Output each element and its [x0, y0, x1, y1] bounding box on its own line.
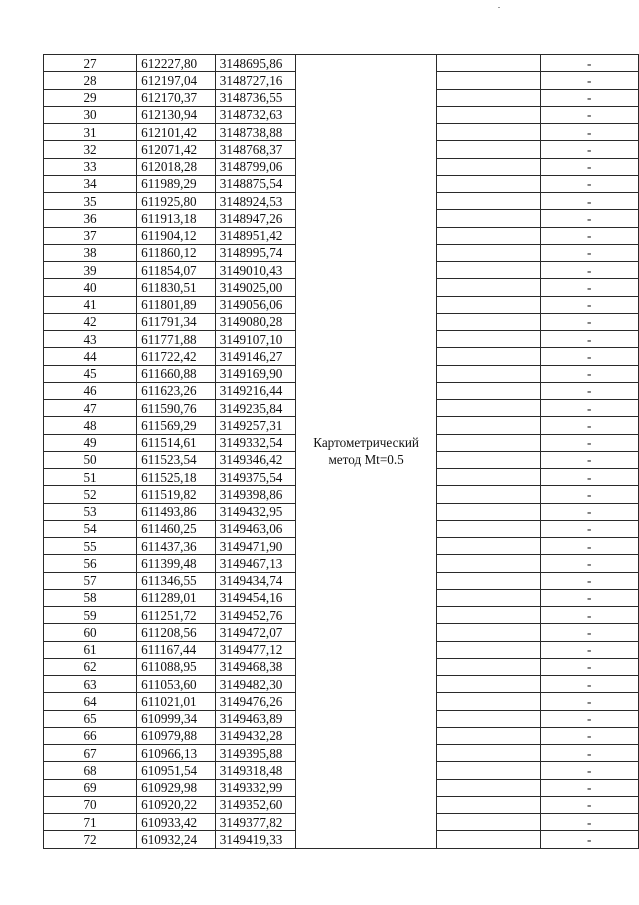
error-value-cell: -: [540, 210, 638, 227]
coordinates-table: [43, 54, 639, 849]
empty-cell: [436, 745, 540, 762]
coordinate-x-cell: 611525,18: [137, 469, 216, 486]
point-number-cell: 53: [44, 503, 137, 520]
coordinate-x-cell: 611989,29: [137, 175, 216, 192]
coordinate-y-cell: 3149056,06: [215, 296, 296, 313]
empty-cell: [436, 503, 540, 520]
empty-cell: [436, 72, 540, 89]
error-value-cell: -: [540, 555, 638, 572]
error-value-cell: -: [540, 175, 638, 192]
coordinate-y-cell: 3149375,54: [215, 469, 296, 486]
coordinate-y-cell: 3148736,55: [215, 89, 296, 106]
point-number-cell: 60: [44, 624, 137, 641]
empty-cell: [436, 175, 540, 192]
coordinate-x-cell: 611722,42: [137, 348, 216, 365]
coordinate-y-cell: 3148732,63: [215, 106, 296, 123]
point-number-cell: 39: [44, 262, 137, 279]
empty-cell: [436, 141, 540, 158]
error-value-cell: -: [540, 124, 638, 141]
coordinate-x-cell: 611904,12: [137, 227, 216, 244]
coordinate-y-cell: 3149419,33: [215, 831, 296, 848]
coordinate-x-cell: 611399,48: [137, 555, 216, 572]
empty-cell: [436, 106, 540, 123]
point-number-cell: 57: [44, 572, 137, 589]
point-number-cell: 52: [44, 486, 137, 503]
coordinate-x-cell: 611346,55: [137, 572, 216, 589]
coordinate-x-cell: 610951,54: [137, 762, 216, 779]
coordinate-y-cell: 3149235,84: [215, 400, 296, 417]
empty-cell: [436, 607, 540, 624]
empty-cell: [436, 262, 540, 279]
empty-cell: [436, 382, 540, 399]
error-value-cell: -: [540, 331, 638, 348]
table-row: [44, 55, 639, 72]
coordinate-y-cell: 3149432,28: [215, 727, 296, 744]
error-value-cell: -: [540, 296, 638, 313]
empty-cell: [436, 538, 540, 555]
point-number-cell: 49: [44, 434, 137, 451]
coordinate-y-cell: 3148727,16: [215, 72, 296, 89]
coordinate-y-cell: 3149472,07: [215, 624, 296, 641]
coordinate-y-cell: 3149318,48: [215, 762, 296, 779]
empty-cell: [436, 124, 540, 141]
empty-cell: [436, 589, 540, 606]
error-value-cell: -: [540, 745, 638, 762]
coordinate-x-cell: 612170,37: [137, 89, 216, 106]
error-value-cell: -: [540, 348, 638, 365]
empty-cell: [436, 451, 540, 468]
empty-cell: [436, 676, 540, 693]
coordinate-x-cell: 611493,86: [137, 503, 216, 520]
point-number-cell: 54: [44, 520, 137, 537]
coordinate-y-cell: 3149346,42: [215, 451, 296, 468]
coordinate-x-cell: 611021,01: [137, 693, 216, 710]
scan-speck: [498, 7, 500, 8]
error-value-cell: -: [540, 158, 638, 175]
coordinate-y-cell: 3149332,54: [215, 434, 296, 451]
point-number-cell: 34: [44, 175, 137, 192]
empty-cell: [436, 469, 540, 486]
point-number-cell: 37: [44, 227, 137, 244]
coordinate-x-cell: 611791,34: [137, 313, 216, 330]
error-value-cell: -: [540, 796, 638, 813]
coordinate-y-cell: 3149146,27: [215, 348, 296, 365]
error-value-cell: -: [540, 641, 638, 658]
point-number-cell: 44: [44, 348, 137, 365]
empty-cell: [436, 762, 540, 779]
coordinate-x-cell: 611289,01: [137, 589, 216, 606]
error-value-cell: -: [540, 486, 638, 503]
error-value-cell: -: [540, 451, 638, 468]
coordinate-y-cell: 3149025,00: [215, 279, 296, 296]
coordinate-y-cell: 3149010,43: [215, 262, 296, 279]
error-value-cell: -: [540, 365, 638, 382]
point-number-cell: 63: [44, 676, 137, 693]
coordinate-y-cell: 3149107,10: [215, 331, 296, 348]
error-value-cell: -: [540, 469, 638, 486]
coordinate-x-cell: 611569,29: [137, 417, 216, 434]
coordinate-y-cell: 3149452,76: [215, 607, 296, 624]
coordinate-x-cell: 610999,34: [137, 710, 216, 727]
point-number-cell: 29: [44, 89, 137, 106]
coordinate-x-cell: 612101,42: [137, 124, 216, 141]
error-value-cell: -: [540, 814, 638, 831]
empty-cell: [436, 348, 540, 365]
coordinate-y-cell: 3149169,90: [215, 365, 296, 382]
coordinate-y-cell: 3149398,86: [215, 486, 296, 503]
coordinate-x-cell: 611208,56: [137, 624, 216, 641]
error-value-cell: -: [540, 72, 638, 89]
coordinate-y-cell: 3149395,88: [215, 745, 296, 762]
method-cell: Картометрический метод Mt=0.5: [296, 55, 437, 849]
point-number-cell: 72: [44, 831, 137, 848]
coordinate-y-cell: 3149454,16: [215, 589, 296, 606]
coordinate-y-cell: 3148738,88: [215, 124, 296, 141]
coordinate-x-cell: 612197,04: [137, 72, 216, 89]
error-value-cell: -: [540, 244, 638, 261]
point-number-cell: 67: [44, 745, 137, 762]
coordinate-y-cell: 3149471,90: [215, 538, 296, 555]
point-number-cell: 50: [44, 451, 137, 468]
empty-cell: [436, 244, 540, 261]
empty-cell: [436, 417, 540, 434]
error-value-cell: -: [540, 658, 638, 675]
empty-cell: [436, 520, 540, 537]
point-number-cell: 28: [44, 72, 137, 89]
coordinate-x-cell: 610929,98: [137, 779, 216, 796]
empty-cell: [436, 210, 540, 227]
coordinate-y-cell: 3148924,53: [215, 193, 296, 210]
point-number-cell: 46: [44, 382, 137, 399]
empty-cell: [436, 279, 540, 296]
coordinate-x-cell: 611523,54: [137, 451, 216, 468]
coordinate-y-cell: 3149463,89: [215, 710, 296, 727]
error-value-cell: -: [540, 55, 638, 72]
error-value-cell: -: [540, 710, 638, 727]
point-number-cell: 68: [44, 762, 137, 779]
coordinate-x-cell: 611854,07: [137, 262, 216, 279]
coordinate-y-cell: 3149468,38: [215, 658, 296, 675]
coordinate-x-cell: 612130,94: [137, 106, 216, 123]
point-number-cell: 42: [44, 313, 137, 330]
coordinate-y-cell: 3149332,99: [215, 779, 296, 796]
error-value-cell: -: [540, 89, 638, 106]
point-number-cell: 69: [44, 779, 137, 796]
coordinate-y-cell: 3148768,37: [215, 141, 296, 158]
empty-cell: [436, 796, 540, 813]
coordinate-x-cell: 612018,28: [137, 158, 216, 175]
error-value-cell: -: [540, 831, 638, 848]
coordinate-y-cell: 3149257,31: [215, 417, 296, 434]
empty-cell: [436, 89, 540, 106]
error-value-cell: -: [540, 693, 638, 710]
coordinate-y-cell: 3149476,26: [215, 693, 296, 710]
empty-cell: [436, 55, 540, 72]
empty-cell: [436, 624, 540, 641]
point-number-cell: 36: [44, 210, 137, 227]
point-number-cell: 47: [44, 400, 137, 417]
point-number-cell: 32: [44, 141, 137, 158]
error-value-cell: -: [540, 762, 638, 779]
error-value-cell: -: [540, 589, 638, 606]
error-value-cell: -: [540, 262, 638, 279]
coordinate-y-cell: 3148951,42: [215, 227, 296, 244]
empty-cell: [436, 779, 540, 796]
coordinate-x-cell: 610932,24: [137, 831, 216, 848]
error-value-cell: -: [540, 106, 638, 123]
coordinate-x-cell: 611771,88: [137, 331, 216, 348]
point-number-cell: 62: [44, 658, 137, 675]
empty-cell: [436, 572, 540, 589]
coordinate-x-cell: 611830,51: [137, 279, 216, 296]
error-value-cell: -: [540, 779, 638, 796]
point-number-cell: 56: [44, 555, 137, 572]
empty-cell: [436, 365, 540, 382]
point-number-cell: 58: [44, 589, 137, 606]
point-number-cell: 31: [44, 124, 137, 141]
empty-cell: [436, 486, 540, 503]
coordinate-y-cell: 3149434,74: [215, 572, 296, 589]
error-value-cell: -: [540, 313, 638, 330]
error-value-cell: -: [540, 227, 638, 244]
error-value-cell: -: [540, 417, 638, 434]
point-number-cell: 71: [44, 814, 137, 831]
coordinate-x-cell: 610979,88: [137, 727, 216, 744]
point-number-cell: 59: [44, 607, 137, 624]
point-number-cell: 55: [44, 538, 137, 555]
coordinate-x-cell: 610920,22: [137, 796, 216, 813]
coordinates-table-body: [44, 55, 639, 849]
coordinate-x-cell: 610933,42: [137, 814, 216, 831]
coordinate-y-cell: 3149216,44: [215, 382, 296, 399]
empty-cell: [436, 814, 540, 831]
point-number-cell: 51: [44, 469, 137, 486]
coordinate-y-cell: 3148695,86: [215, 55, 296, 72]
coordinate-x-cell: 611801,89: [137, 296, 216, 313]
error-value-cell: -: [540, 676, 638, 693]
coordinate-y-cell: 3148799,06: [215, 158, 296, 175]
error-value-cell: -: [540, 400, 638, 417]
point-number-cell: 38: [44, 244, 137, 261]
coordinate-y-cell: 3148947,26: [215, 210, 296, 227]
error-value-cell: -: [540, 434, 638, 451]
error-value-cell: -: [540, 607, 638, 624]
empty-cell: [436, 555, 540, 572]
point-number-cell: 41: [44, 296, 137, 313]
empty-cell: [436, 193, 540, 210]
error-value-cell: -: [540, 382, 638, 399]
coordinate-x-cell: 611660,88: [137, 365, 216, 382]
coordinate-x-cell: 611167,44: [137, 641, 216, 658]
coordinate-x-cell: 611519,82: [137, 486, 216, 503]
error-value-cell: -: [540, 624, 638, 641]
coordinate-y-cell: 3148875,54: [215, 175, 296, 192]
coordinate-x-cell: 611514,61: [137, 434, 216, 451]
point-number-cell: 33: [44, 158, 137, 175]
error-value-cell: -: [540, 727, 638, 744]
point-number-cell: 43: [44, 331, 137, 348]
coordinate-x-cell: 611251,72: [137, 607, 216, 624]
coordinate-y-cell: 3149080,28: [215, 313, 296, 330]
coordinate-y-cell: 3149482,30: [215, 676, 296, 693]
point-number-cell: 27: [44, 55, 137, 72]
empty-cell: [436, 400, 540, 417]
point-number-cell: 30: [44, 106, 137, 123]
empty-cell: [436, 331, 540, 348]
coordinate-y-cell: 3149377,82: [215, 814, 296, 831]
coordinate-x-cell: 611623,26: [137, 382, 216, 399]
point-number-cell: 45: [44, 365, 137, 382]
coordinate-y-cell: 3149463,06: [215, 520, 296, 537]
point-number-cell: 64: [44, 693, 137, 710]
coordinate-y-cell: 3149477,12: [215, 641, 296, 658]
coordinate-x-cell: 611053,60: [137, 676, 216, 693]
point-number-cell: 40: [44, 279, 137, 296]
error-value-cell: -: [540, 538, 638, 555]
coordinate-x-cell: 611590,76: [137, 400, 216, 417]
error-value-cell: -: [540, 572, 638, 589]
coordinate-y-cell: 3149352,60: [215, 796, 296, 813]
empty-cell: [436, 658, 540, 675]
empty-cell: [436, 158, 540, 175]
coordinate-y-cell: 3149432,95: [215, 503, 296, 520]
coordinate-y-cell: 3149467,13: [215, 555, 296, 572]
point-number-cell: 35: [44, 193, 137, 210]
point-number-cell: 66: [44, 727, 137, 744]
coordinate-x-cell: 612227,80: [137, 55, 216, 72]
coordinate-x-cell: 611925,80: [137, 193, 216, 210]
point-number-cell: 61: [44, 641, 137, 658]
empty-cell: [436, 296, 540, 313]
coordinate-x-cell: 611913,18: [137, 210, 216, 227]
point-number-cell: 70: [44, 796, 137, 813]
coordinate-x-cell: 611460,25: [137, 520, 216, 537]
point-number-cell: 65: [44, 710, 137, 727]
coordinate-x-cell: 611437,36: [137, 538, 216, 555]
empty-cell: [436, 727, 540, 744]
empty-cell: [436, 831, 540, 848]
coordinate-x-cell: 611088,95: [137, 658, 216, 675]
coordinate-y-cell: 3148995,74: [215, 244, 296, 261]
coordinate-x-cell: 610966,13: [137, 745, 216, 762]
point-number-cell: 48: [44, 417, 137, 434]
empty-cell: [436, 434, 540, 451]
error-value-cell: -: [540, 503, 638, 520]
error-value-cell: -: [540, 141, 638, 158]
empty-cell: [436, 710, 540, 727]
error-value-cell: -: [540, 193, 638, 210]
error-value-cell: -: [540, 520, 638, 537]
empty-cell: [436, 641, 540, 658]
empty-cell: [436, 313, 540, 330]
empty-cell: [436, 227, 540, 244]
error-value-cell: -: [540, 279, 638, 296]
empty-cell: [436, 693, 540, 710]
coordinate-x-cell: 612071,42: [137, 141, 216, 158]
coordinate-x-cell: 611860,12: [137, 244, 216, 261]
